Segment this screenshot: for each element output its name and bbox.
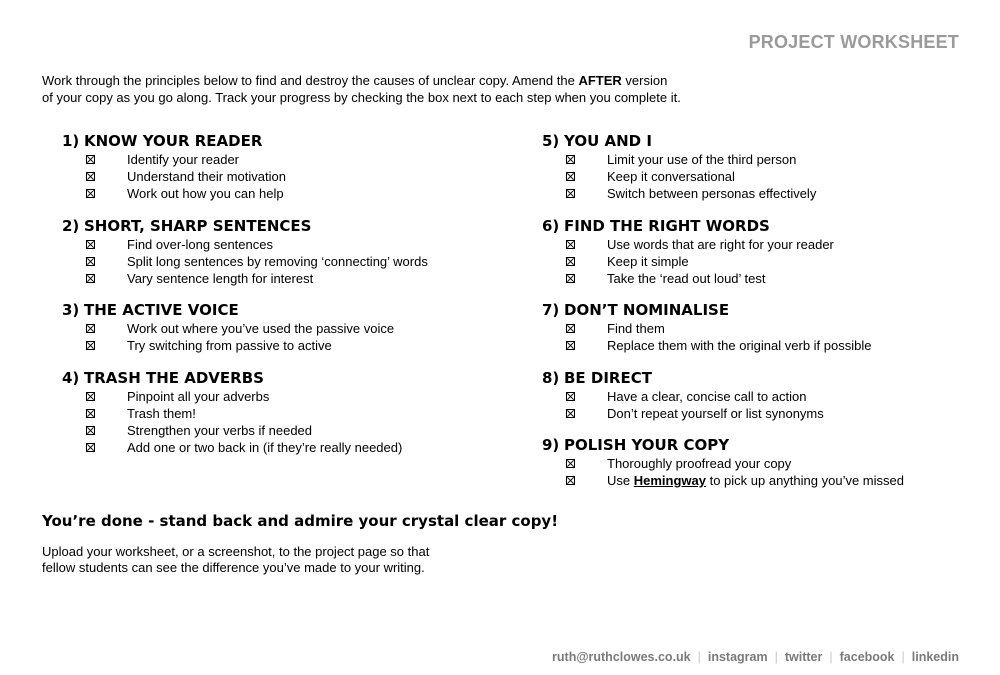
checklist-item: Strengthen your verbs if needed [62, 422, 492, 439]
checklist-item: Don’t repeat yourself or list synonyms [542, 405, 972, 422]
checklist-item: Replace them with the original verb if possible [542, 337, 972, 354]
page-title: PROJECT WORKSHEET [748, 32, 959, 52]
checklist-item: Split long sentences by removing ‘connecting’ words [62, 253, 492, 270]
checklist-item: Find them [542, 320, 972, 337]
checklist-item: Identify your reader [62, 151, 492, 168]
checklist-item: Vary sentence length for interest [62, 270, 492, 287]
checklist-item: Have a clear, concise call to action [542, 388, 972, 405]
checkbox-checked-icon[interactable] [566, 459, 575, 468]
checklist-item: Take the ‘read out loud’ test [542, 270, 972, 287]
checkbox-checked-icon[interactable] [86, 189, 95, 198]
section-dont-nominalise [542, 300, 972, 354]
checklist-item: Thoroughly proofread your copy [542, 455, 972, 472]
checklist-item: Keep it simple [542, 253, 972, 270]
intro-text [42, 72, 742, 106]
checklist-item: Work out where you’ve used the passive voice [62, 320, 492, 337]
section-heading: 9) POLISH YOUR COPY [542, 435, 730, 454]
checkbox-checked-icon[interactable] [86, 172, 95, 181]
checklist-item: Add one or two back in (if they’re really needed) [62, 439, 492, 456]
section-active-voice [62, 300, 492, 354]
section-heading: 7) DON’T NOMINALISE [542, 301, 730, 320]
upload-instructions: Upload your worksheet, or a screenshot, to the project page so that fellow students can see the difference you’ve made to your writing. [42, 544, 430, 575]
checkbox-checked-icon[interactable] [86, 274, 95, 283]
checklist-item: Understand their motivation [62, 168, 492, 185]
section-heading: 8) BE DIRECT [542, 368, 652, 387]
checkbox-checked-icon[interactable] [86, 392, 95, 401]
checkbox-checked-icon[interactable] [566, 240, 575, 249]
checklist-item: Use words that are right for your reader [542, 236, 972, 253]
checkbox-checked-icon[interactable] [86, 443, 95, 452]
email-link[interactable]: ruth@ruthclowes.co.uk [552, 650, 691, 664]
checkbox-checked-icon[interactable] [566, 155, 575, 164]
section-find-the-right-words [542, 216, 972, 288]
instagram-link[interactable]: instagram [707, 650, 768, 664]
section-be-direct [542, 368, 972, 422]
checkbox-checked-icon[interactable] [86, 341, 95, 350]
left-column [62, 131, 492, 469]
checkbox-checked-icon[interactable] [566, 409, 575, 418]
section-heading: 6) FIND THE RIGHT WORDS [542, 216, 770, 235]
checklist-item: Try switching from passive to active [62, 337, 492, 354]
checkbox-checked-icon[interactable] [566, 274, 575, 283]
checkbox-checked-icon[interactable] [86, 240, 95, 249]
intro-line-1: Work through the principles below to find and destroy the causes of unclear copy. Amend the AFTER version [42, 73, 668, 88]
checklist-item [542, 472, 972, 489]
facebook-link[interactable]: facebook [839, 650, 895, 664]
hemingway-link[interactable]: Hemingway [633, 473, 706, 489]
twitter-link[interactable]: twitter [784, 650, 823, 664]
section-heading: 1) KNOW YOUR READER [62, 132, 263, 150]
intro-line-2: of your copy as you go along. Track your progress by checking the box next to each step when you complete it. [42, 90, 681, 105]
checkbox-checked-icon[interactable] [86, 426, 95, 435]
section-heading: 3) THE ACTIVE VOICE [62, 301, 239, 320]
section-polish-your-copy [542, 435, 972, 489]
section-know-your-reader [62, 131, 492, 203]
checkbox-checked-icon[interactable] [566, 392, 575, 401]
checkbox-checked-icon[interactable] [566, 257, 575, 266]
completion-heading: You’re done - stand back and admire your crystal clear copy! [42, 512, 559, 530]
checklist-item: Pinpoint all your adverbs [62, 388, 492, 405]
checkbox-checked-icon[interactable] [566, 476, 575, 485]
checklist-item: Trash them! [62, 405, 492, 422]
section-heading: 4) TRASH THE ADVERBS [62, 368, 264, 387]
checkbox-checked-icon[interactable] [566, 341, 575, 350]
right-column [542, 131, 972, 502]
checklist-item: Find over-long sentences [62, 236, 492, 253]
checkbox-checked-icon[interactable] [86, 324, 95, 333]
checkbox-checked-icon[interactable] [86, 155, 95, 164]
checkbox-checked-icon[interactable] [86, 257, 95, 266]
checkbox-checked-icon[interactable] [566, 189, 575, 198]
checkbox-checked-icon[interactable] [86, 409, 95, 418]
section-short-sharp-sentences [62, 216, 492, 288]
checklist-item: Work out how you can help [62, 185, 492, 202]
section-heading: 5) YOU AND I [542, 132, 652, 150]
footer-links: ruth@ruthclowes.co.uk | instagram | twitter | facebook | linkedin [552, 650, 959, 664]
section-you-and-i [542, 131, 972, 203]
section-trash-the-adverbs [62, 368, 492, 457]
checklist-item: Limit your use of the third person [542, 151, 972, 168]
checklist-item: Switch between personas effectively [542, 185, 972, 202]
hemingway-item-text: Use Hemingway to pick up anything you’ve missed [607, 473, 904, 489]
checklist-item: Keep it conversational [542, 168, 972, 185]
checkbox-checked-icon[interactable] [566, 172, 575, 181]
checkbox-checked-icon[interactable] [566, 324, 575, 333]
section-heading: 2) SHORT, SHARP SENTENCES [62, 216, 312, 235]
linkedin-link[interactable]: linkedin [911, 650, 959, 664]
